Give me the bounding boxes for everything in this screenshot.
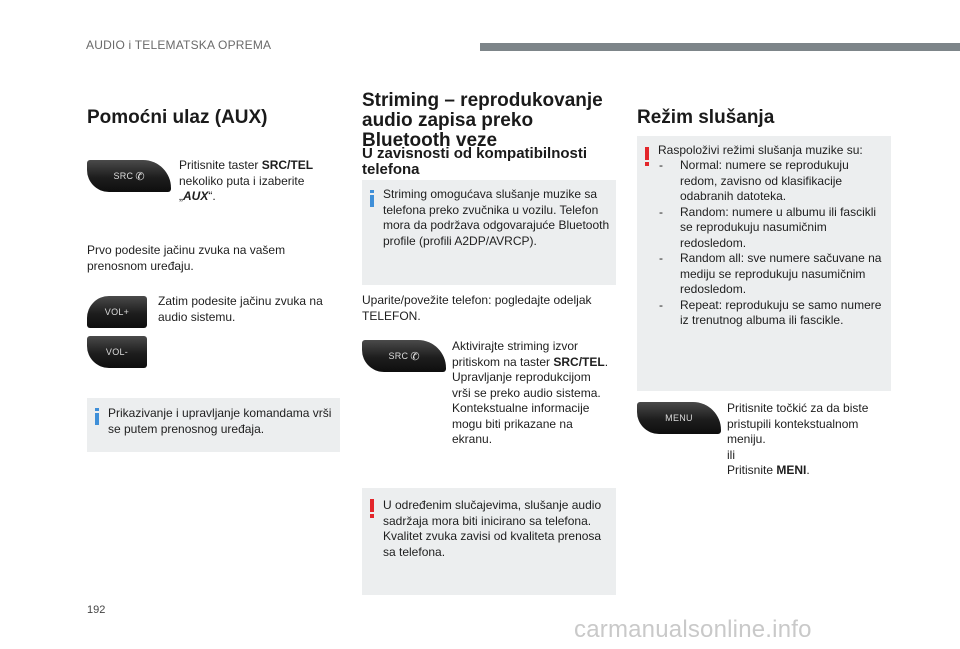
warning-note-streaming-text: U određenim slučajevima, slušanje audio sadržaja mora biti inicirano sa telefona. Kvalitet zvuka zavisi od kvaliteta prenosa sa telefona. [383,498,602,559]
warning-note-streaming [362,488,616,595]
src-tel-button [87,160,171,192]
aux-step1 [179,158,329,205]
menu-button-label: MENU [665,413,693,423]
menu-step-pre: Pritisnite [727,463,777,477]
info-note-aux [87,398,340,452]
watermark: carmanualsonline.info [574,616,812,643]
aux-step1-option: AUX [183,189,209,203]
info-note-aux-text: Prikazivanje i upravljanje komandama vrši se putem prenosnog uređaja. [108,406,332,436]
section-header-title: AUDIO i TELEMATSKA OPREMA [86,38,272,52]
menu-step-line1: Pritisnite točkić za da biste pristupili kontekstualnom meniju. [727,401,869,446]
phone-icon: ✆ [135,170,145,183]
modes-list [653,158,887,329]
vol-up-button [87,296,147,328]
warning-note-modes [637,136,891,391]
src-button-label: SRC [388,351,409,361]
menu-step-line3 [727,463,877,479]
subheading-compatibility: U zavisnosti od kompatibilnosti telefona [362,145,588,178]
src-button-label: SRC [113,171,134,181]
header-bar [480,43,960,51]
heading-streaming: Striming – reprodukovanje audio zapisa preko Bluetooth veze [362,90,603,151]
src-tel-button [362,340,446,372]
streaming-step-text: Aktivirajte striming izvor pritiskom na taster [452,339,579,369]
aux-para: Prvo podesite jačinu zvuka na vašem prenosnom uređaju. [87,243,286,273]
heading-listening-mode: Režim slušanja [637,107,775,128]
heading-aux: Pomoćni ulaz (AUX) [87,107,268,128]
vol-down-button [87,336,147,368]
pairing-para: Uparite/povežite telefon: pogledajte odeljak TELEFON. [362,293,592,323]
menu-button [637,402,721,434]
streaming-step-key: SRC/TEL [553,354,605,369]
info-note-streaming-text: Striming omogućava slušanje muzike sa telefona preko zvučnika u vozilu. Telefon mora da podržava odgovarajuće Bluetooth profile (profili A2DP/AVRCP). [383,187,610,248]
modes-intro: Raspoloživi režimi slušanja muzike su: [658,143,863,157]
menu-step [727,401,877,479]
aux-step2: Zatim podesite jačinu zvuka na audio sistemu. [158,294,323,324]
aux-step1-end: “. [208,189,216,203]
list-item: - Repeat: reprodukuju se samo numere iz trenutnog albuma ili fascikle. [653,298,887,329]
list-item: - Random all: sve numere sačuvane na mediju se reprodukuju nasumičnim redosledom. [653,251,887,298]
menu-step-end: . [806,463,810,477]
list-item: - Random: numere u albumu ili fascikli se reprodukuju nasumičnim redosledom. [653,205,887,252]
list-item: - Normal: numere se reprodukuju redom, zavisno od klasifikacije odabranih datoteka. [653,158,887,205]
vol-down-label: VOL- [105,347,129,357]
info-note-streaming [362,180,616,285]
aux-step1-text: Pritisnite taster [179,158,262,172]
warning-icon [370,499,374,518]
info-icon [370,190,374,207]
streaming-step [452,339,612,448]
menu-step-or: ili [727,447,735,462]
warning-icon [645,147,649,166]
page-number: 192 [87,604,106,616]
streaming-step-text2: . Upravljanje reprodukcijom vrši se preko audio sistema. Kontekstualne informacije mogu biti prikazane na ekranu. [452,354,609,446]
menu-step-key: MENI [776,463,807,477]
vol-up-label: VOL+ [104,307,130,317]
aux-step1-key: SRC/TEL [261,158,314,172]
phone-icon: ✆ [410,350,420,363]
aux-step1-text2: nekoliko puta i izaberite „ [179,173,305,203]
info-icon [95,408,99,425]
